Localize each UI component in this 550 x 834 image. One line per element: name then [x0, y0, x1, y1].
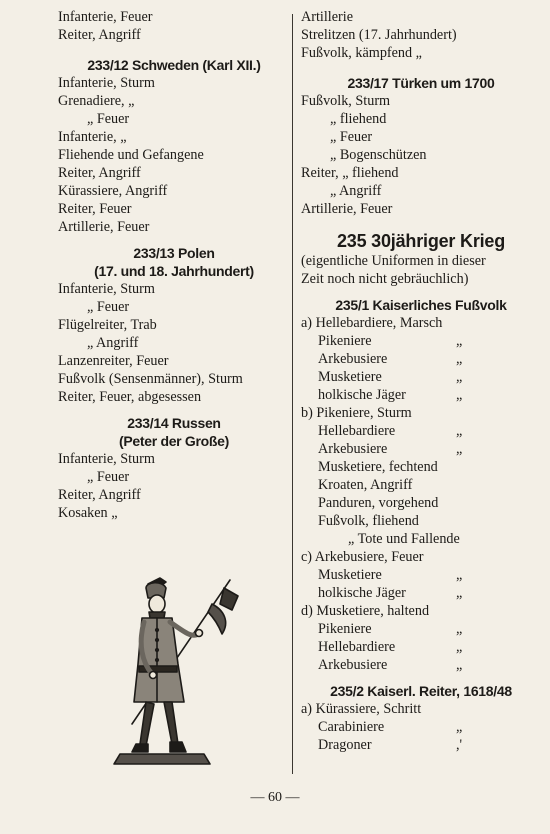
entry-line: Artillerie, Feuer — [301, 201, 393, 217]
list-item-text: Carabiniere — [318, 719, 385, 735]
ditto-mark: „ — [456, 423, 463, 439]
list-item-text: Arkebusiere — [318, 351, 388, 367]
entry-line: Flügelreiter, Trab — [58, 317, 157, 333]
entry-line: Reiter, Angriff — [58, 165, 141, 181]
list-item-text: a) Hellebardiere, Marsch — [301, 315, 443, 331]
list-item-text: holkische Jäger — [318, 387, 406, 403]
list-item — [301, 404, 541, 422]
right-column — [301, 8, 541, 754]
soldier-with-halberd-illustration — [112, 574, 242, 774]
list-item — [301, 314, 541, 332]
entry-line: Infanterie, Sturm — [58, 75, 155, 91]
list-item — [301, 458, 541, 476]
section-heading-kaiserl-reiter: 235/2 Kaiserl. Reiter, 1618/48 — [330, 683, 512, 699]
entry-line: „ Feuer — [87, 299, 130, 315]
entry-line: „ Feuer — [87, 469, 130, 485]
entry-line: Infanterie, „ — [58, 129, 127, 145]
entry-line: Infanterie, Sturm — [58, 451, 155, 467]
entry-line: „ fliehend — [330, 111, 387, 127]
kaiserliches-fussvolk-list — [301, 314, 541, 674]
entry-line: „ Feuer — [87, 111, 130, 127]
ditto-mark: „ — [456, 369, 463, 385]
entry-line: „ Angriff — [87, 335, 139, 351]
list-item — [301, 584, 541, 602]
entry-line: Infanterie, Sturm — [58, 281, 155, 297]
entry-line: Strelitzen (17. Jahrhundert) — [301, 27, 457, 43]
list-item-text: Arkebusiere — [318, 441, 388, 457]
list-item-text: Dragoner — [318, 737, 372, 753]
list-item — [301, 566, 541, 584]
list-item — [301, 386, 541, 404]
entry-line: (eigentliche Uniformen in dieser — [301, 253, 486, 269]
list-item — [301, 368, 541, 386]
entry-line: Zeit noch nicht gebräuchlich) — [301, 271, 469, 287]
entry-line: Grenadiere, „ — [58, 93, 135, 109]
entry-line: Infanterie, Feuer — [58, 9, 153, 25]
ditto-mark: ,' — [456, 737, 463, 753]
list-item-text: „ Tote und Fallende — [348, 531, 460, 547]
list-item — [301, 494, 541, 512]
entry-line: Fußvolk (Sensenmänner), Sturm — [58, 371, 243, 387]
list-item — [301, 736, 541, 754]
entry-line: Reiter, Feuer — [58, 201, 132, 217]
entry-line: Fliehende und Gefangene — [58, 147, 204, 163]
list-item-text: Hellebardiere — [318, 639, 396, 655]
section-heading-kaiserliches-fussvolk: 235/1 Kaiserliches Fußvolk — [335, 297, 507, 313]
left-column — [58, 8, 290, 522]
list-item-text: Pikeniere — [318, 621, 372, 637]
list-item — [301, 700, 541, 718]
ditto-mark: „ — [456, 639, 463, 655]
section-heading-30jaehriger-krieg: 235 30jähriger Krieg — [336, 231, 506, 251]
kaiserl-reiter-list — [301, 700, 541, 754]
list-item-text: Hellebardiere — [318, 423, 396, 439]
list-item — [301, 332, 541, 350]
ditto-mark: „ — [456, 719, 463, 735]
entry-line: Artillerie, Feuer — [58, 219, 150, 235]
section-heading-polen: 233/13 Polen — [133, 245, 215, 261]
ditto-mark: „ — [456, 621, 463, 637]
entry-line: Kürassiere, Angriff — [58, 183, 168, 199]
entry-line: „ Feuer — [330, 129, 373, 145]
ditto-mark: „ — [456, 351, 463, 367]
list-item-text: Kroaten, Angriff — [318, 477, 413, 493]
list-item-text: Musketiere — [318, 567, 382, 583]
list-item — [301, 440, 541, 458]
list-item — [301, 656, 541, 674]
section-subheading-russen: (Peter der Große) — [118, 433, 230, 449]
ditto-mark: „ — [456, 387, 463, 403]
section-subheading-polen: (17. und 18. Jahrhundert) — [94, 263, 254, 279]
entry-line: „ Bogenschützen — [330, 147, 427, 163]
entry-line: „ Angriff — [330, 183, 382, 199]
list-item — [301, 638, 541, 656]
entry-line: Fußvolk, kämpfend „ — [301, 45, 422, 61]
ditto-mark: „ — [456, 657, 463, 673]
list-item-text: Musketiere — [318, 369, 382, 385]
entry-line: Kosaken „ — [58, 505, 118, 521]
list-item — [301, 476, 541, 494]
entry-line: Reiter, Angriff — [58, 487, 141, 503]
list-item-text: Fußvolk, fliehend — [318, 513, 419, 529]
ditto-mark: „ — [456, 567, 463, 583]
column-divider — [292, 14, 293, 774]
list-item-text: a) Kürassiere, Schritt — [301, 701, 422, 717]
entry-line: Reiter, Feuer, abgesessen — [58, 389, 202, 405]
page-number: — 60 — — [250, 790, 300, 805]
list-item — [301, 530, 541, 548]
list-item-text: b) Pikeniere, Sturm — [301, 405, 412, 421]
section-heading-tuerken: 233/17 Türken um 1700 — [347, 75, 495, 91]
entry-line: Artillerie — [301, 9, 353, 25]
entry-line: Lanzenreiter, Feuer — [58, 353, 169, 369]
section-heading-schweden: 233/12 Schweden (Karl XII.) — [87, 57, 261, 73]
list-item-text: Panduren, vorgehend — [318, 495, 439, 511]
ditto-mark: „ — [456, 333, 463, 349]
list-item — [301, 422, 541, 440]
list-item-text: Pikeniere — [318, 333, 372, 349]
list-item-text: d) Musketiere, haltend — [301, 603, 430, 619]
list-item-text: Arkebusiere — [318, 657, 388, 673]
section-heading-russen: 233/14 Russen — [127, 415, 221, 431]
list-item — [301, 548, 541, 566]
list-item-text: Musketiere, fechtend — [318, 459, 438, 475]
list-item — [301, 620, 541, 638]
entry-line: Reiter, „ fliehend — [301, 165, 399, 181]
ditto-mark: „ — [456, 441, 463, 457]
entry-line: Reiter, Angriff — [58, 27, 141, 43]
list-item-text: holkische Jäger — [318, 585, 406, 601]
list-item-text: c) Arkebusiere, Feuer — [301, 549, 424, 565]
list-item — [301, 350, 541, 368]
entry-line: Fußvolk, Sturm — [301, 93, 391, 109]
list-item — [301, 512, 541, 530]
list-item — [301, 602, 541, 620]
ditto-mark: „ — [456, 585, 463, 601]
list-item — [301, 718, 541, 736]
